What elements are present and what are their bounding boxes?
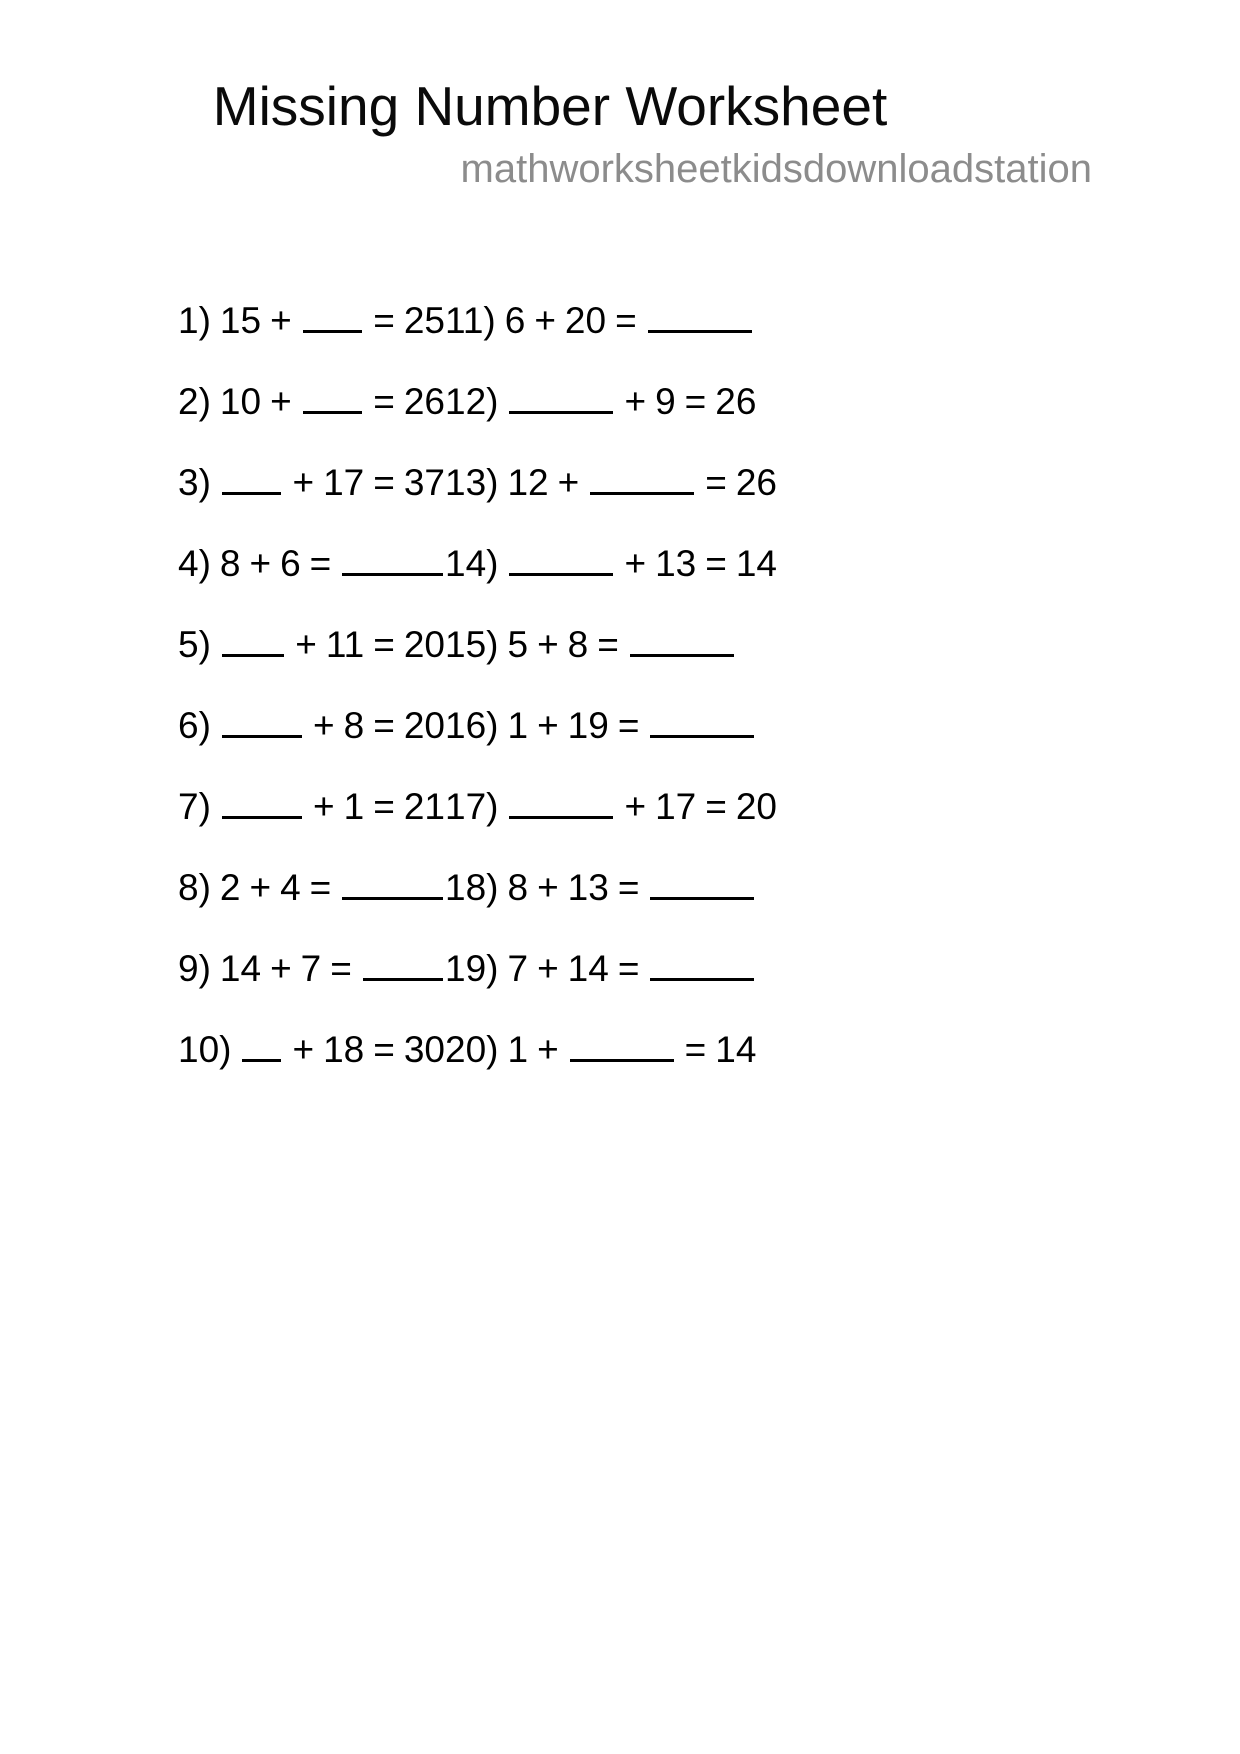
problem-number: 13) <box>445 462 499 504</box>
second-term: 14 <box>567 948 609 990</box>
problem-row <box>445 462 945 543</box>
answer-blank-second-term[interactable] <box>570 1029 674 1062</box>
answer-blank-result[interactable] <box>650 867 754 900</box>
problem-row <box>445 948 945 1029</box>
problem-number: 6) <box>178 705 211 747</box>
result-term: 26 <box>715 381 757 423</box>
problem-number: 12) <box>445 381 499 423</box>
second-term: 18 <box>323 1029 365 1071</box>
equals-operator: = <box>373 381 395 423</box>
equals-operator: = <box>373 300 395 342</box>
problem-row <box>178 867 445 948</box>
second-term: 6 <box>280 543 301 585</box>
problem-row <box>445 381 945 462</box>
equals-operator: = <box>617 867 640 909</box>
problem-row <box>445 543 945 624</box>
plus-operator: + <box>313 705 335 747</box>
first-term: 7 <box>507 948 529 990</box>
plus-operator: + <box>270 948 292 990</box>
answer-blank-first-term[interactable] <box>509 543 613 576</box>
plus-operator: + <box>534 300 556 342</box>
plus-operator: + <box>270 300 292 342</box>
answer-blank-result[interactable] <box>650 948 754 981</box>
answer-blank-first-term[interactable] <box>222 462 282 495</box>
plus-operator: + <box>557 462 580 504</box>
problem-number: 1) <box>178 300 211 342</box>
problem-number: 17) <box>445 786 499 828</box>
second-term: 17 <box>655 786 697 828</box>
plus-operator: + <box>292 1029 315 1071</box>
equals-operator: = <box>309 867 332 909</box>
problem-row <box>178 786 445 867</box>
problem-row <box>445 1029 945 1110</box>
problem-number: 16) <box>445 705 499 747</box>
plus-operator: + <box>249 543 272 585</box>
problem-row <box>178 300 445 381</box>
answer-blank-result[interactable] <box>650 705 754 738</box>
problem-number: 14) <box>445 543 499 585</box>
answer-blank-result[interactable] <box>630 624 734 657</box>
result-term: 14 <box>715 1029 757 1071</box>
problem-number: 11) <box>445 300 496 342</box>
equals-operator: = <box>597 624 619 666</box>
problem-row <box>178 948 445 1029</box>
problem-row <box>178 1029 445 1110</box>
problem-column-right <box>445 300 945 1110</box>
result-term: 20 <box>735 786 778 828</box>
second-term: 19 <box>567 705 609 747</box>
problem-number: 5) <box>178 624 211 666</box>
plus-operator: + <box>624 543 647 585</box>
equals-operator: = <box>373 1029 395 1071</box>
second-term: 4 <box>280 867 301 909</box>
second-term: 8 <box>343 705 365 747</box>
problem-number: 9) <box>178 948 211 990</box>
problem-row <box>178 543 445 624</box>
equals-operator: = <box>309 543 332 585</box>
result-term: 25 <box>403 300 445 342</box>
plus-operator: + <box>537 624 559 666</box>
equals-operator: = <box>330 948 352 990</box>
equals-operator: = <box>617 948 640 990</box>
plus-operator: + <box>270 381 292 423</box>
answer-blank-second-term[interactable] <box>590 462 694 495</box>
answer-blank-first-term[interactable] <box>509 381 613 414</box>
worksheet-header <box>0 75 1100 191</box>
plus-operator: + <box>537 705 559 747</box>
plus-operator: + <box>537 948 559 990</box>
plus-operator: + <box>292 462 315 504</box>
second-term: 9 <box>655 381 676 423</box>
first-term: 15 <box>219 300 262 342</box>
plus-operator: + <box>624 786 647 828</box>
first-term: 14 <box>219 948 262 990</box>
problem-number: 18) <box>445 867 499 909</box>
result-term: 20 <box>403 705 445 747</box>
plus-operator: + <box>537 867 559 909</box>
second-term: 1 <box>343 786 365 828</box>
first-term: 5 <box>507 624 529 666</box>
equals-operator: = <box>705 462 727 504</box>
answer-blank-first-term[interactable] <box>222 624 284 657</box>
answer-blank-first-term[interactable] <box>222 786 302 819</box>
answer-blank-result[interactable] <box>342 543 443 576</box>
answer-blank-second-term[interactable] <box>303 300 363 333</box>
problem-column-left <box>0 300 445 1110</box>
problem-row <box>445 786 945 867</box>
problem-number: 8) <box>178 867 211 909</box>
problem-number: 10) <box>178 1029 232 1071</box>
equals-operator: = <box>373 462 395 504</box>
equals-operator: = <box>373 786 395 828</box>
result-term: 20 <box>403 624 445 666</box>
plus-operator: + <box>624 381 647 423</box>
problem-number: 19) <box>445 948 499 990</box>
equals-operator: = <box>705 543 727 585</box>
second-term: 17 <box>323 462 365 504</box>
plus-operator: + <box>313 786 335 828</box>
problem-number: 2) <box>178 381 211 423</box>
second-term: 20 <box>564 300 607 342</box>
site-watermark: mathworksheetkidsdownloadstation <box>460 146 1092 191</box>
first-term: 8 <box>219 543 241 585</box>
equals-operator: = <box>373 705 395 747</box>
problem-row <box>178 705 445 786</box>
first-term: 1 <box>507 705 529 747</box>
problem-row <box>178 462 445 543</box>
problem-number: 4) <box>178 543 211 585</box>
equals-operator: = <box>684 1029 707 1071</box>
equals-operator: = <box>617 705 640 747</box>
equals-operator: = <box>705 786 727 828</box>
first-term: 10 <box>219 381 262 423</box>
first-term: 1 <box>507 1029 529 1071</box>
answer-blank-second-term[interactable] <box>303 381 363 414</box>
answer-blank-result[interactable] <box>648 300 752 333</box>
answer-blank-result[interactable] <box>342 867 443 900</box>
problem-row <box>445 705 945 786</box>
result-term: 14 <box>735 543 778 585</box>
answer-blank-result[interactable] <box>363 948 443 981</box>
first-term: 2 <box>219 867 241 909</box>
problem-row <box>178 381 445 462</box>
equals-operator: = <box>615 300 637 342</box>
problem-number: 20) <box>445 1029 499 1071</box>
problem-row <box>178 624 445 705</box>
result-term: 26 <box>403 381 445 423</box>
first-term: 12 <box>507 462 549 504</box>
result-term: 21 <box>403 786 445 828</box>
plus-operator: + <box>249 867 272 909</box>
problem-row <box>445 300 945 381</box>
plus-operator: + <box>295 624 317 666</box>
second-term: 13 <box>567 867 609 909</box>
second-term: 11 <box>325 624 365 666</box>
problem-number: 7) <box>178 786 211 828</box>
second-term: 8 <box>567 624 589 666</box>
plus-operator: + <box>537 1029 559 1071</box>
answer-blank-first-term[interactable] <box>222 705 302 738</box>
first-term: 6 <box>504 300 526 342</box>
equals-operator: = <box>684 381 707 423</box>
problem-row <box>445 624 945 705</box>
result-term: 37 <box>403 462 445 504</box>
problem-row <box>445 867 945 948</box>
problem-list <box>0 300 1240 1110</box>
equals-operator: = <box>373 624 395 666</box>
page-title: Missing Number Worksheet <box>212 75 888 137</box>
first-term: 8 <box>507 867 529 909</box>
second-term: 7 <box>300 948 322 990</box>
problem-number: 3) <box>178 462 211 504</box>
answer-blank-first-term[interactable] <box>242 1029 281 1062</box>
problem-number: 15) <box>445 624 499 666</box>
result-term: 30 <box>403 1029 445 1071</box>
second-term: 13 <box>655 543 697 585</box>
result-term: 26 <box>735 462 778 504</box>
answer-blank-first-term[interactable] <box>509 786 613 819</box>
